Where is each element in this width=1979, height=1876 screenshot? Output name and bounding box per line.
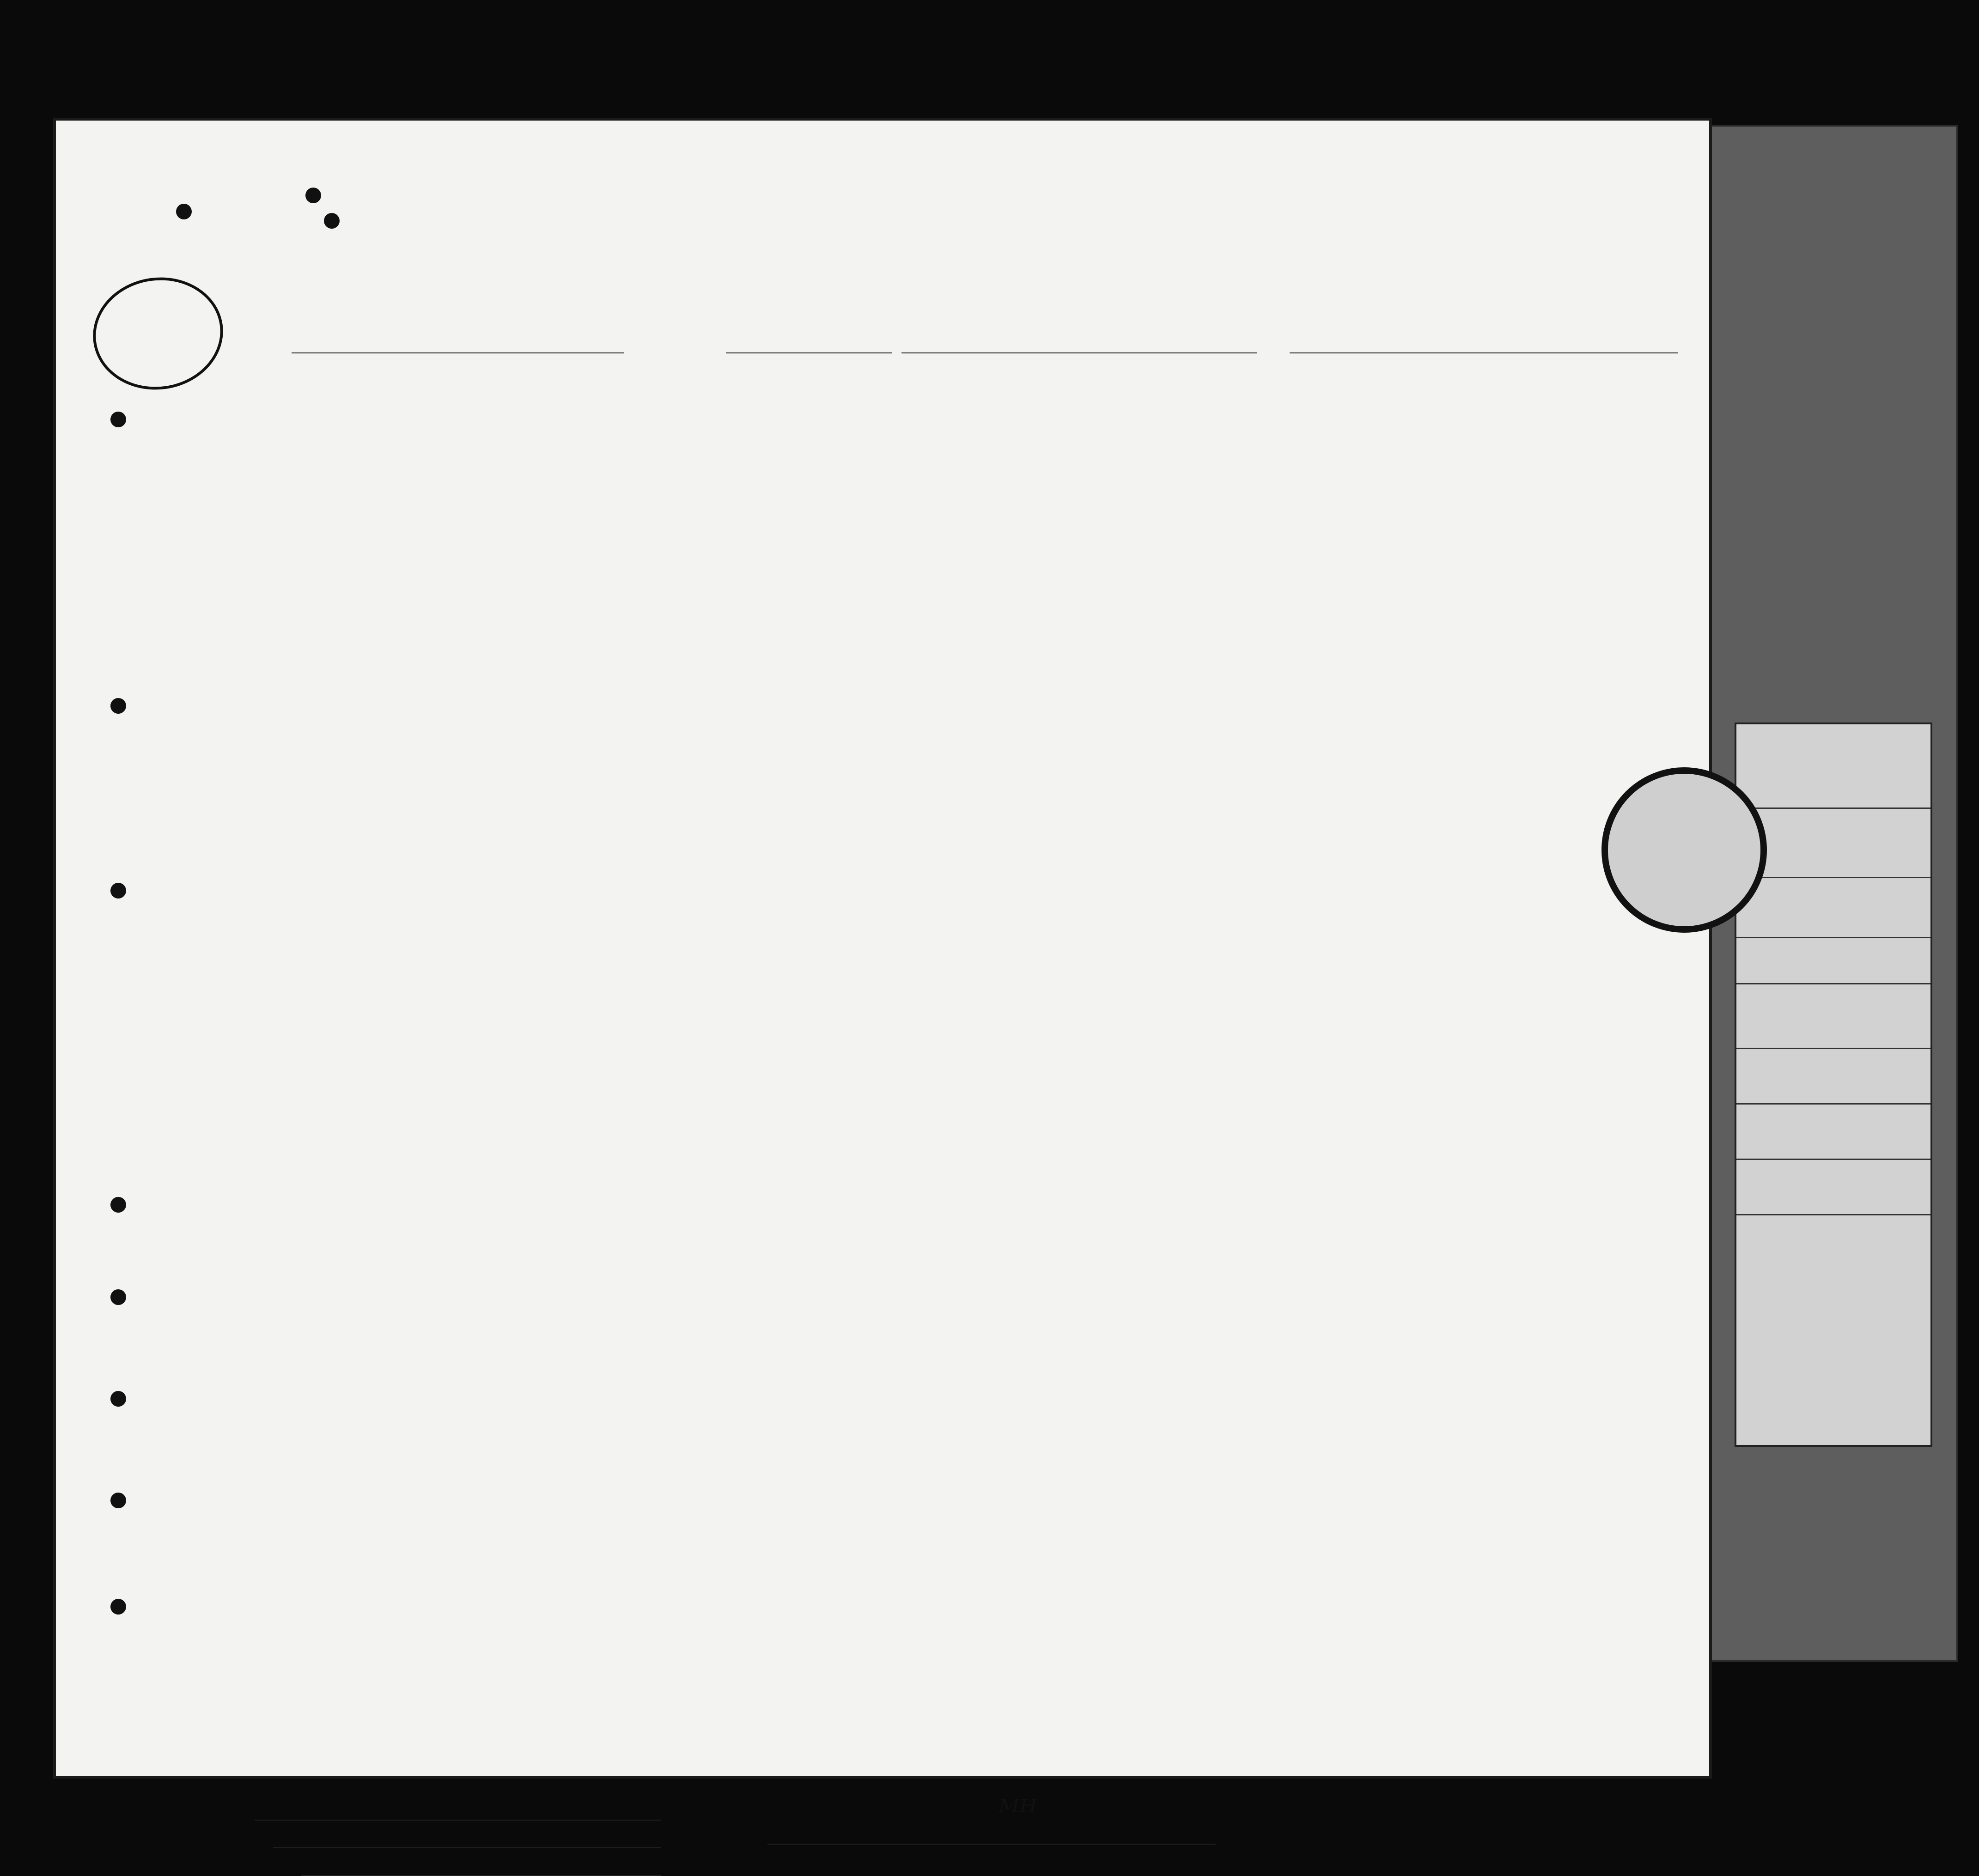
vessel-line [236,328,1678,361]
consulate-seal [1601,767,1767,933]
inspector-signature: ᴹᴴ [999,1793,1037,1831]
circled-number [86,269,231,398]
manifest-document [53,118,1712,1831]
